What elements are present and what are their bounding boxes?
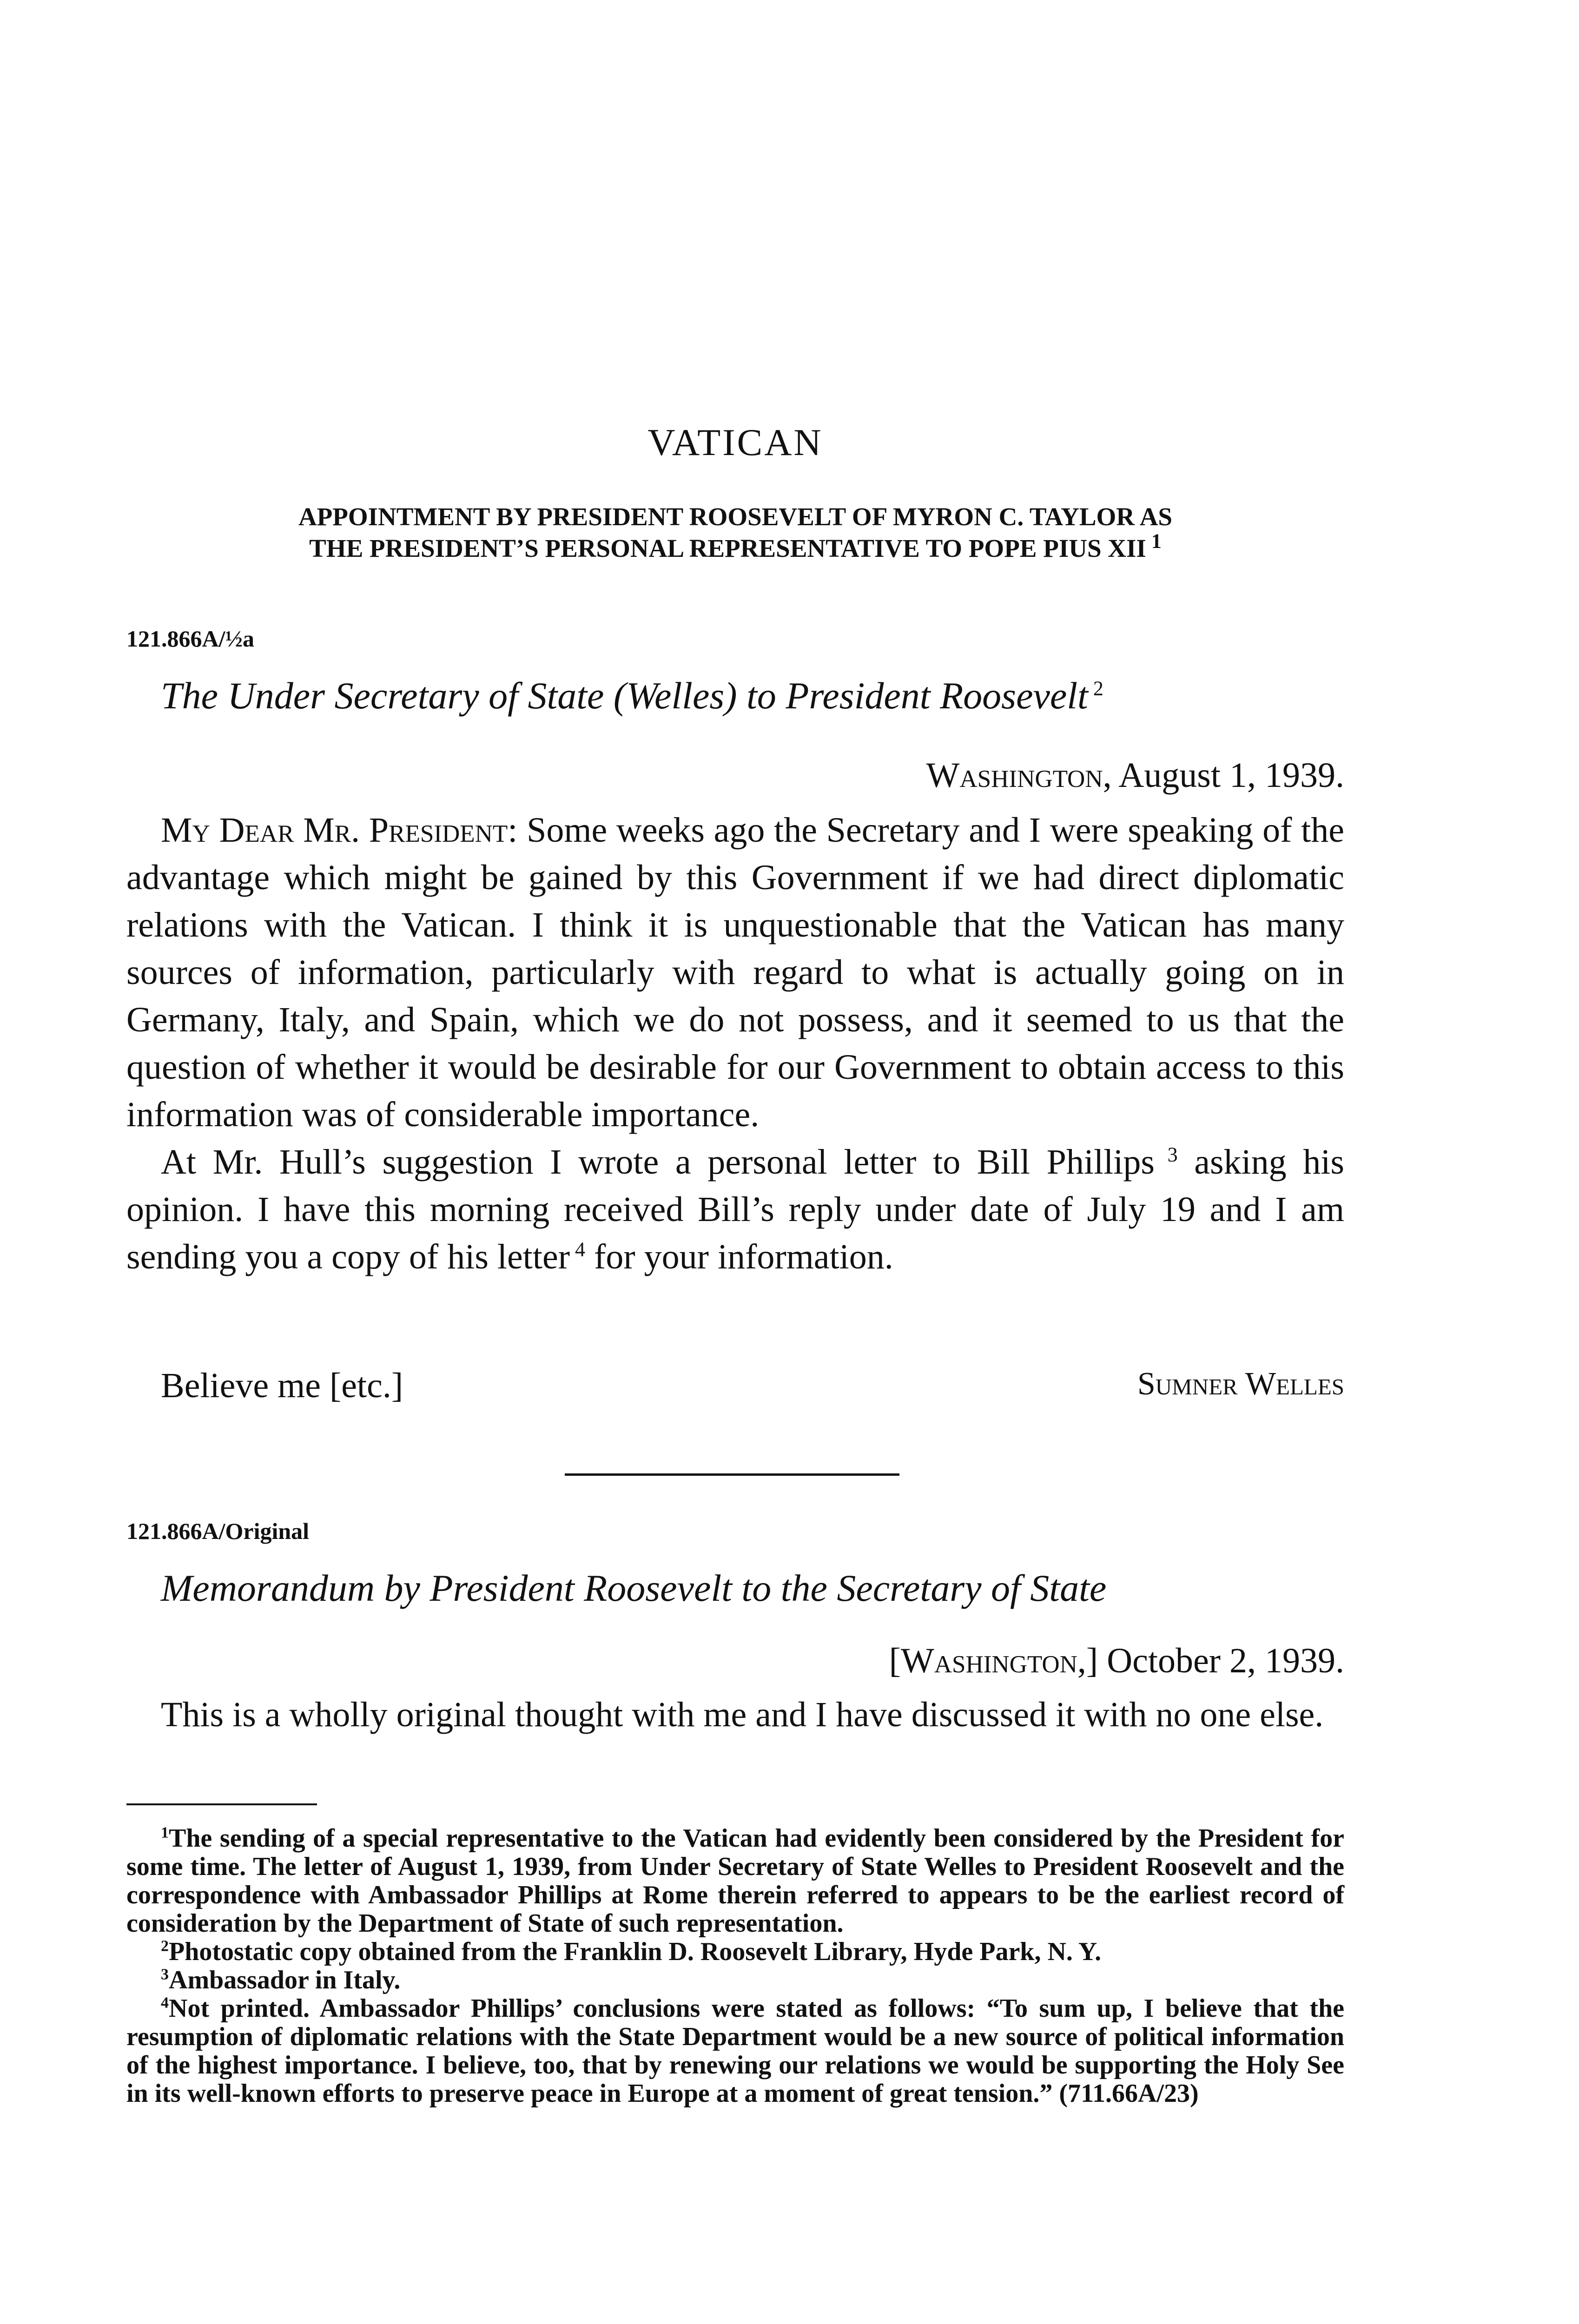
footnote-ref-3: 3 bbox=[1167, 1143, 1178, 1166]
signature: Sumner Welles bbox=[1137, 1366, 1344, 1402]
document-heading-2: Memorandum by President Roosevelt to the Secretary of State bbox=[161, 1567, 1107, 1609]
footnote-4-number: 4 bbox=[161, 1994, 169, 2012]
footnote-ref-2: 2 bbox=[1093, 677, 1103, 700]
footnote-4-text: Not printed. Ambassador Phillips’ conclusions were stated as follows: “To sum up, I believe that the resumption of diplomatic relations with the State Department would be a new source of political information of the highest importance. I believe, too, that by renewing our relations we would be supporting the Holy See in its well-known efforts to preserve peace in Europe at a moment of great tension.” (711.66A/23) bbox=[126, 1994, 1344, 2108]
footnote-2-number: 2 bbox=[161, 1937, 169, 1955]
footnote-3 bbox=[126, 1966, 1344, 1994]
dateline-2 bbox=[126, 1641, 1344, 1681]
footnote-2-text: Photostatic copy obtained from the Franklin D. Roosevelt Library, Hyde Park, N. Y. bbox=[169, 1937, 1102, 1966]
footnote-1-text: The sending of a special representative to the Vatican had evidently been considered by the President for some time. The letter of August 1, 1939, from Under Secretary of State Welles to President Roosevelt and the correspondence with Ambassador Phillips at Rome therein referred to appears to be the earliest record of consideration by the Department of State of such representation. bbox=[126, 1824, 1344, 1938]
footnote-4 bbox=[126, 1994, 1344, 2108]
footnote-2 bbox=[126, 1938, 1344, 1966]
footnote-3-text: Ambassador in Italy. bbox=[169, 1966, 401, 1994]
footnote-ref-1: 1 bbox=[1151, 529, 1162, 553]
paragraph-2-text-b: asking his opinion. I have this morning received Bill’s reply under date of July 19 and I am sending you a copy of his letter bbox=[126, 1142, 1344, 1276]
memorandum-body bbox=[126, 1691, 1344, 1738]
footnote-3-number: 3 bbox=[161, 1966, 169, 1983]
subject-heading bbox=[126, 501, 1344, 564]
subject-line-2-text: THE PRESIDENT’S PERSONAL REPRESENTATIVE TO POPE PIUS XII bbox=[309, 534, 1146, 562]
paragraph-1 bbox=[126, 806, 1344, 1138]
complimentary-close: Believe me [etc.] bbox=[161, 1366, 403, 1405]
footnote-rule bbox=[126, 1803, 317, 1805]
document-heading-1-text: The Under Secretary of State (Welles) to President Roosevelt bbox=[161, 674, 1088, 717]
closing-line bbox=[126, 1366, 1344, 1412]
letter-body-1 bbox=[126, 806, 1344, 1281]
file-code-2: 121.866A/Original bbox=[126, 1518, 310, 1544]
paragraph-2-text-a: At Mr. Hull’s suggestion I wrote a personal letter to Bill Phillips bbox=[161, 1142, 1155, 1182]
subject-line-2 bbox=[126, 529, 1344, 564]
dateline-1 bbox=[126, 755, 1344, 796]
memorandum-paragraph: This is a wholly original thought with me and I have discussed it with no one else. bbox=[161, 1695, 1324, 1734]
paragraph-2-text-c: for your information. bbox=[585, 1237, 893, 1276]
section-divider bbox=[565, 1473, 899, 1476]
dateline-2-place: Washington, bbox=[900, 1641, 1086, 1680]
footnote-ref-4: 4 bbox=[575, 1238, 586, 1261]
subject-line-1: APPOINTMENT BY PRESIDENT ROOSEVELT OF MYRON C. TAYLOR AS bbox=[298, 502, 1173, 531]
document-heading-1 bbox=[161, 674, 1344, 718]
paragraph-2 bbox=[126, 1138, 1344, 1281]
salutation: My Dear Mr. President: bbox=[161, 811, 518, 850]
dateline-2-date: ] October 2, 1939. bbox=[1086, 1641, 1344, 1680]
footnote-1 bbox=[126, 1824, 1344, 1938]
dateline-1-place: Washington, bbox=[926, 756, 1112, 795]
dateline-1-date: August 1, 1939. bbox=[1111, 756, 1344, 795]
file-code-1: 121.866A/½a bbox=[126, 626, 254, 652]
dateline-2-open: [ bbox=[889, 1641, 901, 1680]
paragraph-1-text: Some weeks ago the Secretary and I were speaking of the advantage which might be gained by this Government if we had direct diplomatic relations with the Vatican. I think it is unquestionable that the Vatican has many sources of information, particularly with regard to what is actually going on in Germany, Italy, and Spain, which we do not possess, and it seemed to us that the question of whether it would be desirable for our Government to obtain access to this information was of considerable importance. bbox=[126, 811, 1344, 1134]
footnote-1-number: 1 bbox=[161, 1824, 169, 1842]
section-title: VATICAN bbox=[647, 421, 823, 463]
footnotes bbox=[126, 1824, 1344, 2108]
